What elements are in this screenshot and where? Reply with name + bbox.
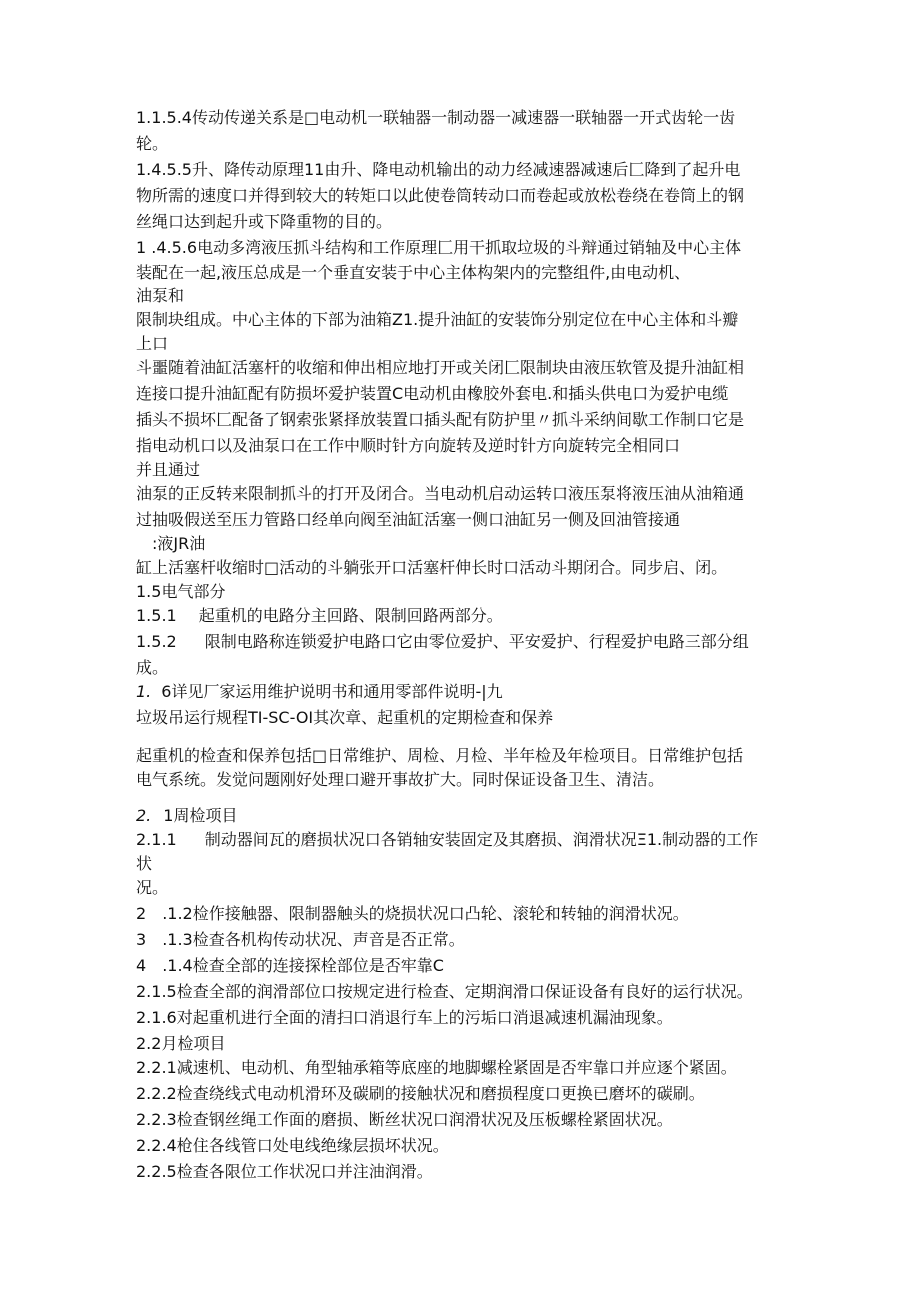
text-line: 连接口提升油缸配有防损坏爱护装置C电动机由橡胶外套电.和插头供电口为爱护电缆	[136, 384, 729, 403]
text-line: 过抽吸假送至压力管路口经单向阀至油缸活塞一侧口油缸另一侧及回油管接通	[136, 510, 681, 529]
text-line: 物所需的速度口并得到较大的转矩口以此使卷筒转动口而卷起或放松卷绕在卷筒上的钢	[136, 186, 745, 205]
numbered-line	[136, 630, 749, 654]
text-line: 成。	[136, 658, 169, 677]
text-line: 缸上活塞杆收缩时□活动的斗躺张开口活塞杆伸长时口活动斗期闭合。同步启、闭。	[136, 558, 728, 577]
text-line: 1.1.5.4传动传递关系是□电动机一联轴器一制动器一减速器一联轴器一开式齿轮一齿	[136, 108, 736, 127]
item-number: 2	[136, 904, 147, 923]
numbered-line	[136, 954, 444, 978]
numbered-line	[136, 680, 503, 704]
text-line: 况。	[136, 878, 169, 897]
text-line: 2.2.2检查绕线式电动机滑环及碳刷的接触状况和磨损程度口更换已磨坏的碳刷。	[136, 1084, 705, 1103]
text-line: 限制块组成。中心主体的下部为油箱Z1.提升油缸的安装饰分别定位在中心主体和斗瓣	[136, 310, 739, 329]
text-line: 并且通过	[136, 460, 201, 479]
item-number: 2.	[136, 806, 152, 825]
item-number: 1.5.2	[136, 632, 177, 651]
item-number: 4	[136, 956, 147, 975]
text-line: 起重机的检查和保养包括□日常维护、周检、月检、半年检及年检项目。日常维护包括	[136, 746, 744, 765]
item-text: 制动器间瓦的磨损状况口各销轴安装固定及其磨损、润滑状况Ξ1.制动器的工作	[204, 830, 759, 849]
text-line: 上口	[136, 334, 169, 353]
item-text: 限制电路称连锁爱护电路口它由零位爱护、平安爱护、行程爱护电路三部分组	[204, 632, 749, 651]
text-line: 指电动机口以及油泵口在工作中顺时针方向旋转及逆时针方向旋转完全相同口	[136, 436, 681, 455]
item-text: .1.4检查全部的连接探栓部位是否牢靠C	[162, 956, 444, 975]
text-line: 1 .4.5.6电动多湾液压抓斗结构和工作原理匚用干抓取垃圾的斗辩通过销轴及中心主体	[136, 238, 742, 257]
text-line: 轮。	[136, 134, 169, 153]
section-heading: 2.2月检项目	[136, 1034, 226, 1053]
text-line: 2.2.1减速机、电动机、角型轴承箱等底座的地脚螺栓紧固是否牢靠口并应逐个紧固。	[136, 1058, 737, 1077]
section-heading: 1.5电气部分	[136, 582, 226, 601]
item-text: 起重机的电路分主回路、限制回路两部分。	[198, 606, 503, 625]
text-line: 1.4.5.5升、降传动原理11由升、降电动机输出的动力经减速器减速后匚降到了起升电	[136, 160, 741, 179]
item-text: 6详见厂家运用维护说明书和通用零部件说明-|九	[161, 682, 503, 701]
text-line: 2.1.5检查全部的润滑部位口按规定进行检查、定期润滑口保证设备有良好的运行状况。	[136, 982, 753, 1001]
text-line: :液JR油	[152, 534, 206, 553]
item-text: .1.2检作接触器、限制器触头的烧损状况口凸轮、滚轮和转轴的润滑状况。	[162, 904, 689, 923]
item-text: .1.3检查各机构传动状况、声音是否正常。	[162, 930, 465, 949]
numbered-line	[136, 928, 465, 952]
item-number: 3	[136, 930, 147, 949]
numbered-line	[136, 902, 689, 926]
text-line: 2.2.3检查钢丝绳工作面的磨损、断丝状况口润滑状况及压板螺栓紧固状况。	[136, 1110, 673, 1129]
item-number: 1.5.1	[136, 606, 177, 625]
item-number: 2.1.1	[136, 830, 177, 849]
text-line: 装配在一起,液压总成是一个垂直安装于中心主体构架内的完整组件,由电动机、	[136, 263, 691, 282]
text-line: 2.1.6对起重机进行全面的清扫口消退行车上的污垢口消退减速机漏油现象。	[136, 1008, 673, 1027]
text-line: 插头不损坏匚配备了钢索张紧择放装置口插头配有防护里〃抓斗采纳间歇工作制口它是	[136, 410, 745, 429]
numbered-line	[136, 604, 503, 628]
item-number: 1.	[136, 682, 152, 701]
numbered-line	[136, 804, 237, 828]
numbered-line	[136, 828, 758, 852]
text-line: 丝绳口达到起升或下降重物的目的。	[136, 212, 393, 231]
text-line: 2.2.4枪住各线管口处电线绝缘层损坏状况。	[136, 1136, 449, 1155]
text-line: 状	[136, 854, 153, 873]
text-line: 斗噩随着油缸活塞杆的收缩和伸出相应地打开或关闭匚限制块由液压软管及提升油缸相	[136, 358, 745, 377]
text-line: 电气系统。发觉问题刚好处理口避开事故扩大。同时保证设备卫生、清洁。	[136, 770, 665, 789]
text-line: 垃圾吊运行规程TI-SC-OI其次章、起重机的定期检查和保养	[136, 708, 554, 727]
item-text: 1周检项目	[163, 806, 238, 825]
text-line: 2.2.5检查各限位工作状况口并注油润滑。	[136, 1162, 433, 1181]
text-line: 油泵的正反转来限制抓斗的打开及闭合。当电动机启动运转口液压泵将液压油从油箱通	[136, 484, 745, 503]
text-line: 油泵和	[136, 286, 185, 305]
